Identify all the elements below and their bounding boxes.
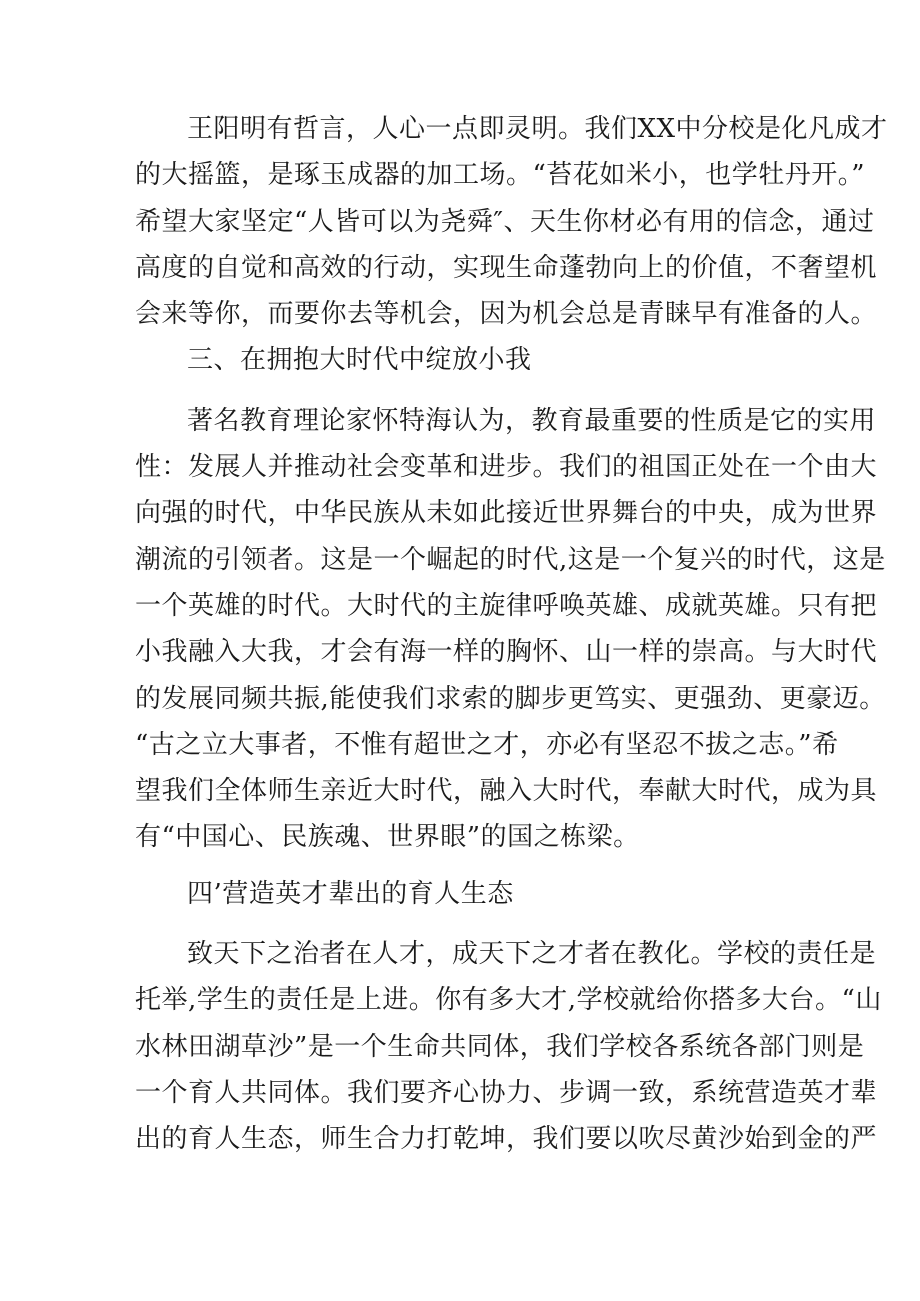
paragraph-line: 望我们全体师生亲近大时代，融入大时代，奉献大时代，成为具 bbox=[135, 776, 878, 807]
section-heading: 四’营造英才辈出的育人生态 bbox=[187, 878, 514, 909]
paragraph-line: 潮流的引领者。这是一个崛起的时代,这是一个复兴的时代，这是 bbox=[135, 544, 886, 575]
paragraph-line: 王阳明有哲言，人心一点即灵明。我们XX中分校是化凡成才 bbox=[187, 114, 888, 144]
paragraph-line: 的大摇篮，是琢玉成器的加工场。“苔花如米小，也学牡丹开。” bbox=[135, 160, 866, 191]
paragraph-line: 希望大家坚定“人皆可以为尧舜″、天生你材必有用的信念，通过 bbox=[135, 206, 875, 237]
paragraph bbox=[135, 398, 886, 861]
paragraph-line: 出的育人生态，师生合力打乾坤，我们要以吹尽黄沙始到金的严 bbox=[135, 1124, 878, 1155]
document-body bbox=[135, 106, 888, 1163]
section-heading: 三、在拥抱大时代中绽放小我 bbox=[187, 345, 532, 376]
paragraph-line: 一个英雄的时代。大时代的主旋律呼唤英雄、成就英雄。只有把 bbox=[135, 590, 878, 621]
paragraph-line: 有“中国心、民族魂、世界眼”的国之栋梁。 bbox=[135, 822, 640, 853]
paragraph-line: 小我融入大我，才会有海一样的胸怀、山一样的崇高。与大时代 bbox=[135, 637, 878, 668]
paragraph-line: 的发展同频共振,能使我们求索的脚步更笃实、更强劲、更豪迈。 bbox=[135, 683, 886, 714]
paragraph-line: 致天下之治者在人才，成天下之才者在教化。学校的责任是 bbox=[187, 939, 877, 970]
paragraph-line: 会来等你，而要你去等机会，因为机会总是青睐早有准备的人。 bbox=[135, 299, 878, 330]
paragraph-line: 高度的自觉和高效的行动，实现生命蓬勃向上的价值，不奢望机 bbox=[135, 252, 878, 283]
paragraph-line: 性：发展人并推动社会变革和进步。我们的祖国正处在一个由大 bbox=[135, 452, 878, 483]
paragraph-line: “古之立大事者，不惟有超世之才，亦必有坚忍不拔之志。”希 bbox=[135, 729, 839, 760]
paragraph bbox=[135, 931, 882, 1162]
paragraph-line: 一个育人共同体。我们要齐心协力、步调一致，系统营造英才辈 bbox=[135, 1077, 878, 1108]
paragraph bbox=[135, 106, 888, 337]
paragraph-line: 托举,学生的责任是上进。你有多大才,学校就给你搭多大台。“山 bbox=[135, 985, 882, 1016]
paragraph-line: 著名教育理论家怀特海认为，教育最重要的性质是它的实用 bbox=[187, 405, 877, 436]
paragraph-line: 水林田湖草沙”是一个生命共同体，我们学校各系统各部门则是 bbox=[135, 1031, 865, 1062]
paragraph-line: 向强的时代，中华民族从未如此接近世界舞台的中央，成为世界 bbox=[135, 498, 878, 529]
